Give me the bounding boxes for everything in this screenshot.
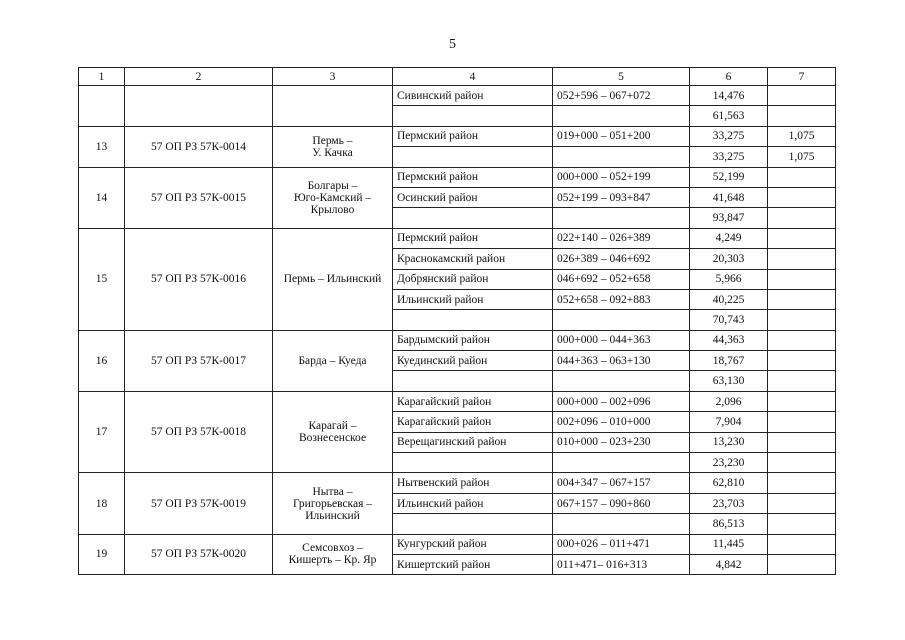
district-cell: Осинский район — [393, 187, 553, 207]
district-cell: Краснокамский район — [393, 249, 553, 269]
road-code-cell: 57 ОП РЗ 57К-0020 — [125, 534, 273, 575]
column7-cell — [768, 269, 836, 289]
district-cell: Карагайский район — [393, 412, 553, 432]
roads-table — [78, 67, 836, 575]
table-row — [79, 330, 836, 350]
district-cell: Куединский район — [393, 351, 553, 371]
km-range-cell: 004+347 – 067+157 — [553, 473, 690, 493]
district-cell: Верещагинский район — [393, 432, 553, 452]
km-range-cell — [553, 453, 690, 473]
table-row — [79, 126, 836, 146]
district-cell: Сивинский район — [393, 86, 553, 106]
length-cell: 41,648 — [690, 187, 768, 207]
column7-cell — [768, 86, 836, 106]
column7-cell — [768, 351, 836, 371]
road-name-cell: Барда – Куеда — [273, 330, 393, 391]
header-cell: 2 — [125, 68, 273, 86]
column7-cell — [768, 310, 836, 330]
km-range-cell: 052+596 – 067+072 — [553, 86, 690, 106]
km-range-cell: 067+157 – 090+860 — [553, 493, 690, 513]
length-cell: 7,904 — [690, 412, 768, 432]
road-code-cell: 57 ОП РЗ 57К-0014 — [125, 126, 273, 167]
length-cell: 86,513 — [690, 514, 768, 534]
column7-cell — [768, 412, 836, 432]
district-cell — [393, 514, 553, 534]
length-cell: 14,476 — [690, 86, 768, 106]
header-cell: 3 — [273, 68, 393, 86]
column7-cell — [768, 453, 836, 473]
district-cell: Ильинский район — [393, 289, 553, 309]
length-cell: 62,810 — [690, 473, 768, 493]
header-row — [79, 68, 836, 86]
road-number-cell: 17 — [79, 391, 125, 473]
road-name-cell: Семсовхоз – Кишерть – Кр. Яр — [273, 534, 393, 575]
km-range-cell: 052+199 – 093+847 — [553, 187, 690, 207]
length-cell: 40,225 — [690, 289, 768, 309]
road-name-cell: Болгары – Юго-Камский – Крылово — [273, 167, 393, 228]
district-cell: Кунгурский район — [393, 534, 553, 554]
column7-cell — [768, 330, 836, 350]
road-number-cell: 16 — [79, 330, 125, 391]
km-range-cell: 022+140 – 026+389 — [553, 228, 690, 248]
length-cell: 4,842 — [690, 554, 768, 574]
district-cell: Карагайский район — [393, 391, 553, 411]
header-cell: 4 — [393, 68, 553, 86]
road-name-cell: Карагай – Вознесенское — [273, 391, 393, 473]
road-name-cell: Пермь – У. Качка — [273, 126, 393, 167]
column7-cell — [768, 106, 836, 126]
column7-cell: 1,075 — [768, 126, 836, 146]
road-code-cell — [125, 86, 273, 127]
km-range-cell: 002+096 – 010+000 — [553, 412, 690, 432]
length-cell: 70,743 — [690, 310, 768, 330]
length-cell: 5,966 — [690, 269, 768, 289]
road-name-cell: Нытва – Григорьевская – Ильинский — [273, 473, 393, 534]
road-code-cell: 57 ОП РЗ 57К-0016 — [125, 228, 273, 330]
header-cell: 5 — [553, 68, 690, 86]
district-cell — [393, 453, 553, 473]
district-cell: Пермский район — [393, 126, 553, 146]
column7-cell: 1,075 — [768, 147, 836, 167]
road-number-cell: 14 — [79, 167, 125, 228]
length-cell: 33,275 — [690, 126, 768, 146]
road-number-cell: 18 — [79, 473, 125, 534]
length-cell: 44,363 — [690, 330, 768, 350]
length-cell: 18,767 — [690, 351, 768, 371]
road-number-cell — [79, 86, 125, 127]
road-number-cell: 15 — [79, 228, 125, 330]
column7-cell — [768, 554, 836, 574]
length-cell: 23,703 — [690, 493, 768, 513]
district-cell: Нытвенский район — [393, 473, 553, 493]
district-cell: Ильинский район — [393, 493, 553, 513]
column7-cell — [768, 514, 836, 534]
district-cell: Добрянский район — [393, 269, 553, 289]
road-code-cell: 57 ОП РЗ 57К-0019 — [125, 473, 273, 534]
length-cell: 63,130 — [690, 371, 768, 391]
road-code-cell: 57 ОП РЗ 57К-0017 — [125, 330, 273, 391]
header-cell: 1 — [79, 68, 125, 86]
length-cell: 13,230 — [690, 432, 768, 452]
road-name-cell — [273, 86, 393, 127]
length-cell: 93,847 — [690, 208, 768, 228]
district-cell — [393, 371, 553, 391]
road-name-cell: Пермь – Ильинский — [273, 228, 393, 330]
km-range-cell: 052+658 – 092+883 — [553, 289, 690, 309]
district-cell — [393, 147, 553, 167]
km-range-cell: 000+000 – 002+096 — [553, 391, 690, 411]
length-cell: 61,563 — [690, 106, 768, 126]
km-range-cell — [553, 208, 690, 228]
road-number-cell: 13 — [79, 126, 125, 167]
column7-cell — [768, 167, 836, 187]
length-cell: 52,199 — [690, 167, 768, 187]
district-cell: Кишертский район — [393, 554, 553, 574]
km-range-cell: 000+000 – 052+199 — [553, 167, 690, 187]
km-range-cell — [553, 514, 690, 534]
roads-body — [79, 86, 836, 575]
header-cell: 7 — [768, 68, 836, 86]
table-row — [79, 391, 836, 411]
km-range-cell — [553, 371, 690, 391]
table-row — [79, 534, 836, 554]
district-cell: Пермский район — [393, 167, 553, 187]
column7-cell — [768, 432, 836, 452]
km-range-cell: 011+471– 016+313 — [553, 554, 690, 574]
header-cell: 6 — [690, 68, 768, 86]
district-cell: Бардымский район — [393, 330, 553, 350]
length-cell: 4,249 — [690, 228, 768, 248]
column7-cell — [768, 391, 836, 411]
column7-cell — [768, 473, 836, 493]
table-row — [79, 86, 836, 106]
length-cell: 11,445 — [690, 534, 768, 554]
district-cell — [393, 106, 553, 126]
length-cell: 33,275 — [690, 147, 768, 167]
table-row — [79, 167, 836, 187]
km-range-cell: 019+000 – 051+200 — [553, 126, 690, 146]
length-cell: 23,230 — [690, 453, 768, 473]
page-number: 5 — [449, 37, 456, 52]
km-range-cell — [553, 147, 690, 167]
km-range-cell: 000+000 – 044+363 — [553, 330, 690, 350]
district-cell — [393, 310, 553, 330]
km-range-cell: 010+000 – 023+230 — [553, 432, 690, 452]
column7-cell — [768, 534, 836, 554]
table-row — [79, 228, 836, 248]
column7-cell — [768, 371, 836, 391]
road-code-cell: 57 ОП РЗ 57К-0015 — [125, 167, 273, 228]
column7-cell — [768, 187, 836, 207]
km-range-cell: 044+363 – 063+130 — [553, 351, 690, 371]
km-range-cell: 046+692 – 052+658 — [553, 269, 690, 289]
column7-cell — [768, 289, 836, 309]
column7-cell — [768, 228, 836, 248]
km-range-cell: 000+026 – 011+471 — [553, 534, 690, 554]
km-range-cell — [553, 310, 690, 330]
km-range-cell: 026+389 – 046+692 — [553, 249, 690, 269]
km-range-cell — [553, 106, 690, 126]
length-cell: 20,303 — [690, 249, 768, 269]
road-code-cell: 57 ОП РЗ 57К-0018 — [125, 391, 273, 473]
column7-cell — [768, 208, 836, 228]
district-cell — [393, 208, 553, 228]
column7-cell — [768, 249, 836, 269]
length-cell: 2,096 — [690, 391, 768, 411]
road-number-cell: 19 — [79, 534, 125, 575]
column7-cell — [768, 493, 836, 513]
table-row — [79, 473, 836, 493]
district-cell: Пермский район — [393, 228, 553, 248]
